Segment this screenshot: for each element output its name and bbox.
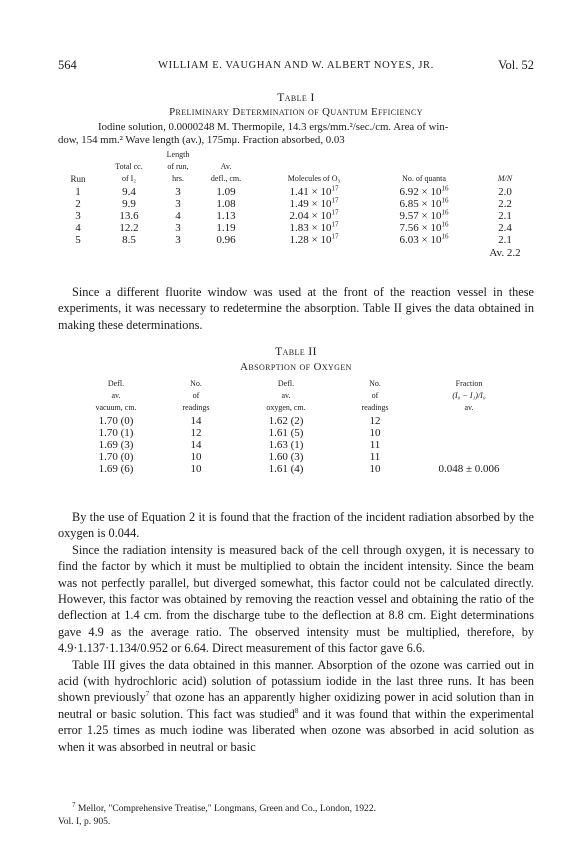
- paragraph-table-iii: [58, 657, 534, 755]
- table1-header-length-1: of run,: [167, 162, 189, 172]
- cell: 3: [175, 185, 181, 198]
- cell: [256, 234, 372, 246]
- cell: 13.6: [119, 210, 139, 223]
- table-row: [58, 186, 534, 198]
- table1-header-length-2: hrs.: [172, 174, 184, 184]
- table1-title: Preliminary Determination of Quantum Efficiency: [169, 106, 423, 118]
- cell: 10: [369, 426, 381, 439]
- cell: [372, 222, 476, 234]
- cell: [372, 234, 476, 246]
- cell: [256, 210, 372, 222]
- table2-header-cell: of: [192, 391, 200, 401]
- page-number: 564: [58, 58, 77, 72]
- cell: 1.70 (0): [98, 451, 134, 464]
- table1-header-row-2: [58, 173, 534, 185]
- cell: 0.96: [216, 234, 236, 247]
- cell: [256, 186, 372, 198]
- footnote-line-1: [58, 802, 534, 815]
- exponent: 16: [441, 196, 449, 205]
- table2-label: Table II: [275, 346, 317, 358]
- value: 6.92 × 10: [399, 185, 442, 198]
- cell: 3: [175, 197, 181, 210]
- cell: 12: [369, 414, 381, 427]
- table-row: [80, 427, 520, 439]
- table1-header-length-top: Length: [166, 150, 190, 160]
- footnote: [58, 802, 534, 828]
- cell: 2.4: [498, 222, 512, 235]
- table2-header-cell: No.: [369, 379, 381, 389]
- table2-header-row-3: [80, 402, 520, 414]
- cell: [256, 222, 372, 234]
- table2-header-row-1: [80, 378, 520, 390]
- table-row: [80, 439, 520, 451]
- body-text: [58, 509, 534, 755]
- table2-header-row-2: [80, 390, 520, 402]
- table2-header-cell: av.: [281, 391, 291, 401]
- text-span: Table III gives the data obtained in this manner. Absorption of the ozone was carried out in acid (with hydrochloric acid) solution of potassium iodide in the last three runs. It has been shown previously: [58, 657, 534, 705]
- table1-header-cc-2: of I₂: [121, 174, 137, 184]
- exponent: 17: [331, 232, 339, 241]
- cell: 10: [369, 463, 381, 476]
- paragraph-fluorite-window: [58, 284, 534, 333]
- table1-label: Table I: [277, 92, 315, 104]
- cell: 2.2: [498, 197, 512, 210]
- text-span: and it was found that within the experimental error 1.25 times as much iodine was liberated when ozone was absorbed in acid solution as when it was absorbed in neutral or basic: [58, 706, 534, 754]
- exponent: 16: [441, 232, 449, 241]
- cell: [372, 198, 476, 210]
- cell: 9.4: [122, 185, 136, 198]
- value: 6.85 × 10: [399, 197, 442, 210]
- table1-caption-line1: Iodine solution, 0.0000248 M. Thermopile, 14.3 ergs/mm.²/sec./cm. Area of win-: [98, 121, 449, 133]
- cell: 14: [190, 414, 202, 427]
- cell: 3: [75, 210, 81, 223]
- cell: 1.63 (1): [268, 439, 304, 452]
- table2-header-cell: (I₀ − I₁)/I₀: [452, 391, 486, 401]
- table1-header-defl-1: Av.: [220, 162, 232, 172]
- cell: 1.19: [216, 222, 236, 235]
- table2-header-cell: av.: [111, 391, 121, 401]
- footnote-ref: 7: [145, 690, 150, 699]
- table-row: [58, 234, 534, 246]
- footnote-text: Mellor, "Comprehensive Treatise," Longmans, Green and Co., London, 1922.: [75, 803, 377, 814]
- cell: 2: [75, 197, 81, 210]
- table2-header-cell: vacuum, cm.: [95, 403, 137, 413]
- table1-header-row-top: [58, 149, 534, 161]
- exponent: 17: [331, 196, 339, 205]
- cell: 3: [175, 222, 181, 235]
- table1-header-mn: M/N: [497, 174, 513, 184]
- cell: 10: [190, 451, 202, 464]
- exponent: 16: [441, 208, 449, 217]
- cell: 1.62 (2): [268, 414, 304, 427]
- text-span: that ozone has an apparently higher oxidizing power in acid solution than in neutral or basic solution. This fact was studied: [58, 690, 534, 721]
- value: 1.41 × 10: [289, 185, 332, 198]
- table2-header-cell: readings: [361, 403, 389, 413]
- cell: [372, 210, 476, 222]
- cell: 11: [369, 451, 381, 464]
- table2-header-cell: No.: [190, 379, 202, 389]
- paragraph-text: Since a different fluorite window was used at the front of the reaction vessel in these experiments, it was necessary to redetermine the absorption. Table II gives the data obtained in making these determinations.: [58, 285, 534, 332]
- cell: 10: [190, 463, 202, 476]
- cell: 12.2: [119, 222, 139, 235]
- table-row: [80, 451, 520, 463]
- table-row: [58, 198, 534, 210]
- table2-header-cell: Defl.: [277, 379, 295, 389]
- value: 9.57 × 10: [399, 210, 442, 223]
- exponent: 16: [441, 184, 449, 192]
- cell: [418, 451, 520, 463]
- exponent: 17: [331, 184, 339, 192]
- exponent: 17: [331, 220, 339, 229]
- footnote-ref: 8: [294, 706, 299, 715]
- table-row: [58, 222, 534, 234]
- table1-caption-line2: dow, 154 mm.² Wave length (av.), 175mμ. Fraction absorbed, 0.03: [58, 134, 345, 146]
- table2-header-cell: av.: [464, 403, 474, 413]
- cell: 8.5: [122, 234, 136, 247]
- cell: 1.70 (0): [98, 414, 134, 427]
- table1: [58, 149, 534, 259]
- cell: 9.9: [122, 197, 136, 210]
- table-row: [80, 463, 520, 475]
- cell: 1.09: [216, 185, 236, 198]
- table1-header-run: Run: [70, 174, 86, 185]
- cell: 1.61 (4): [268, 463, 304, 476]
- cell: 1.61 (5): [268, 426, 304, 439]
- table2-header-cell: Fraction: [455, 379, 483, 389]
- table1-average-row: [58, 247, 534, 259]
- table-row: [58, 210, 534, 222]
- table2: [80, 378, 520, 476]
- exponent: 17: [331, 208, 339, 217]
- cell: 4: [175, 210, 181, 223]
- cell: 1.13: [216, 210, 236, 223]
- cell: 0.048 ± 0.006: [438, 463, 500, 476]
- cell: 3: [175, 234, 181, 247]
- cell: 1.69 (3): [98, 439, 134, 452]
- exponent: 16: [441, 220, 449, 229]
- cell: [256, 198, 372, 210]
- table2-header-cell: of: [371, 391, 379, 401]
- cell: 2.1: [498, 234, 512, 247]
- value: 1.28 × 10: [289, 234, 332, 247]
- footnote-line-2: Vol. I, p. 905.: [58, 816, 111, 827]
- value: 1.83 × 10: [289, 222, 332, 235]
- cell: [418, 415, 520, 427]
- cell: 1.08: [216, 197, 236, 210]
- cell: [418, 427, 520, 439]
- footnote-mark: 7: [72, 800, 76, 809]
- cell: 12: [190, 426, 202, 439]
- table1-header-defl-2: defl., cm.: [210, 174, 242, 184]
- paragraph-equation-2: By the use of Equation 2 it is found that the fraction of the incident radiation absorbed by the oxygen is 0.044.: [58, 510, 534, 541]
- value: 1.49 × 10: [289, 197, 332, 210]
- cell: 1.60 (3): [268, 451, 304, 464]
- value: 2.04 × 10: [289, 210, 332, 223]
- cell: 5: [75, 234, 81, 247]
- average-value: Av. 2.2: [489, 246, 521, 259]
- cell: 11: [369, 439, 381, 452]
- running-header-authors: WILLIAM E. VAUGHAN AND W. ALBERT NOYES, JR.: [158, 60, 434, 71]
- cell: 2.0: [498, 185, 512, 198]
- value: 7.56 × 10: [399, 222, 442, 235]
- paragraph-radiation-intensity: Since the radiation intensity is measured back of the cell through oxygen, it is necessary to find the factor by which it must be multiplied to obtain the incident intensity. Since the beam was not perfectly parallel, but diverged somewhat, this factor could not be calculated directly. However, this factor was obtained by removing the reaction vessel and obtaining the ratio of the deflection at 1.4 cm. from the discharge tube to the deflection at 8.8 cm. Eight determinations gave 4.9 as the average ratio. The observed intensity must be multiplied, therefore, by 4.9·1.137·1.134/0.952 or 6.64. Direct measurement of this factor gave 6.6.: [58, 542, 534, 656]
- cell: 4: [75, 222, 81, 235]
- running-header: [58, 58, 534, 74]
- value: 6.03 × 10: [399, 234, 442, 247]
- volume-label: Vol. 52: [498, 58, 534, 72]
- table2-header-cell: Defl.: [107, 379, 125, 389]
- table1-header-cc-1: Total cc.: [115, 162, 143, 172]
- table1-header-row-1: [58, 161, 534, 173]
- cell: [418, 439, 520, 451]
- cell: 1: [75, 185, 81, 198]
- cell: 2.1: [498, 210, 512, 223]
- cell: [372, 186, 476, 198]
- cell: 1.69 (6): [98, 463, 134, 476]
- table-row: [80, 415, 520, 427]
- table1-header-molecules: Molecules of O₃: [287, 174, 341, 184]
- cell: 14: [190, 439, 202, 452]
- table2-header-cell: readings: [182, 403, 210, 413]
- table2-header-cell: oxygen, cm.: [266, 403, 306, 413]
- table2-title: Absorption of Oxygen: [240, 361, 352, 373]
- table1-header-quanta: No. of quanta: [402, 174, 446, 184]
- cell: 1.70 (1): [98, 426, 134, 439]
